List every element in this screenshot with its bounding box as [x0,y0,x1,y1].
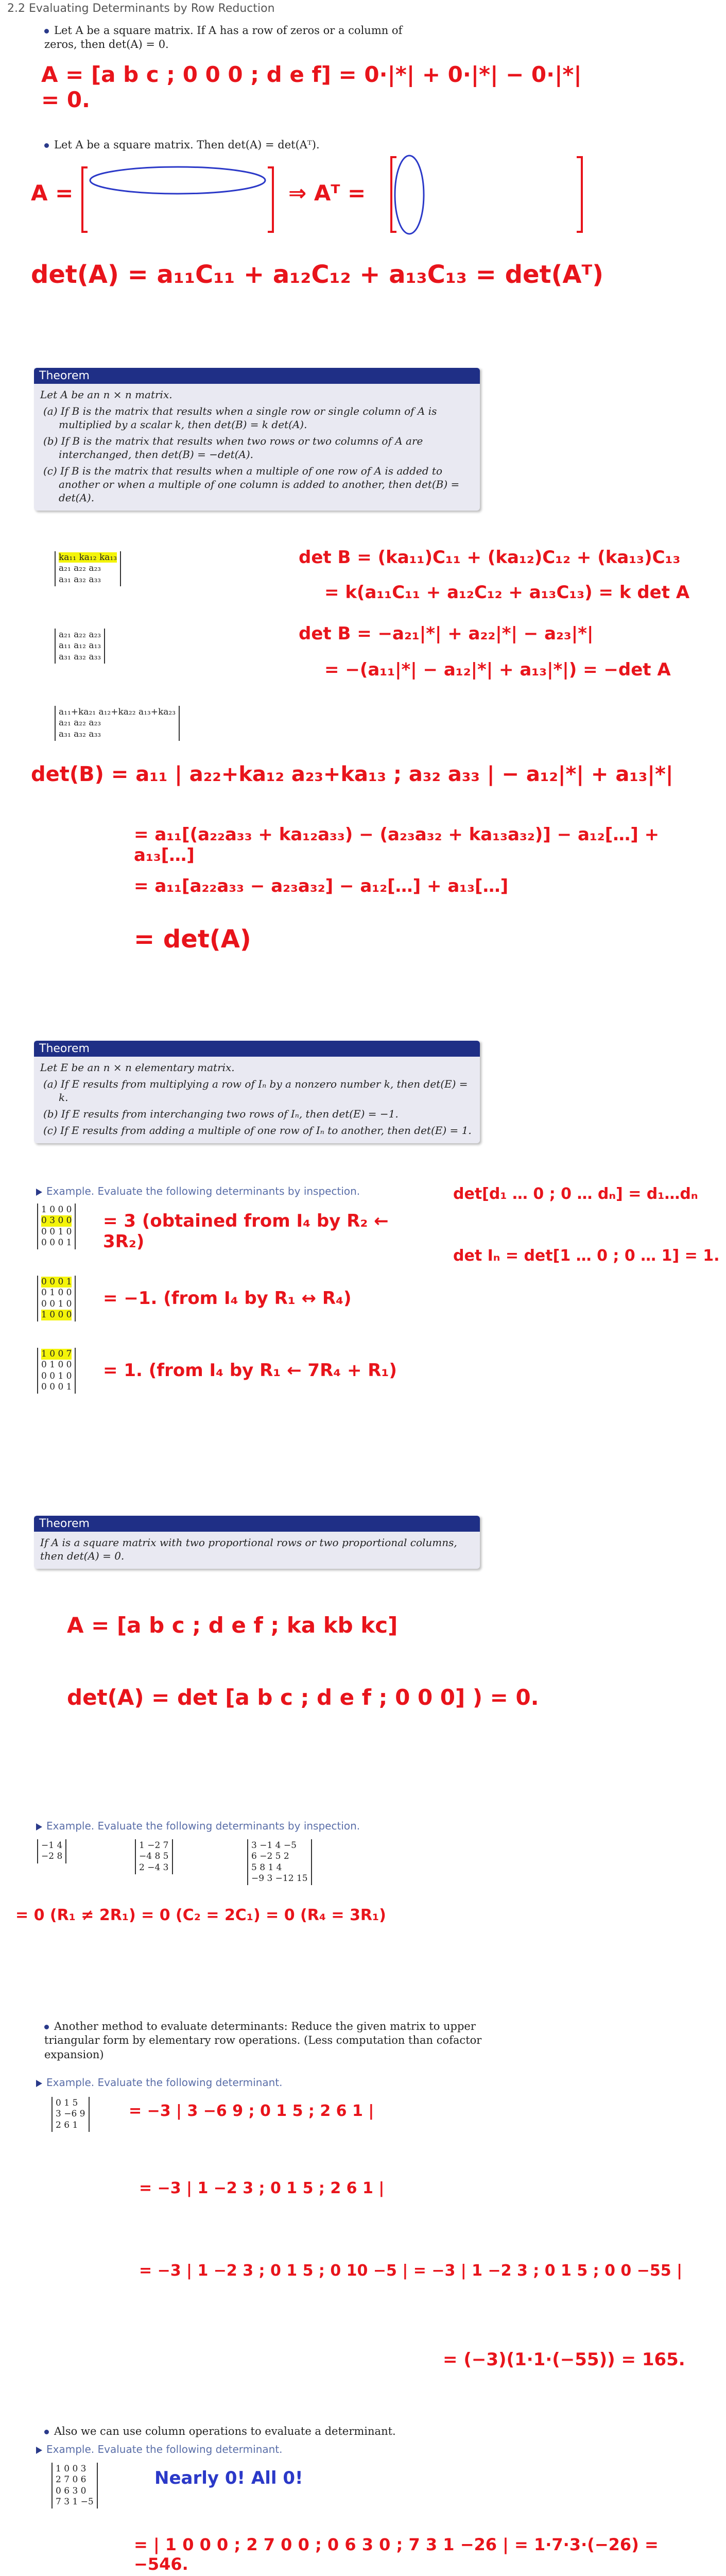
handwriting-row-added-result: = det(A) [134,925,251,954]
theorem-1-box [34,368,480,511]
handwriting-scaled-row: det B = (ka₁₁)C₁₁ + (ka₁₂)C₁₂ + (ka₁₃)C₁₃ [299,547,681,568]
handwriting-proportional-results: = 0 (R₁ ≠ 2R₁) = 0 (C₂ = 2C₁) = 0 (R₄ = 3R₁) [15,1906,386,1924]
theorem-intro: Let A be an n × n matrix. [40,388,172,401]
example-text: Example. Evaluate the following determinant. [46,2076,283,2089]
matrix-e3: 1 0 0 7 0 1 0 0 0 0 1 0 0 0 0 1 [37,1348,76,1394]
handwriting-proportional-a: A = [a b c ; d e f ; ka kb kc] [67,1613,398,1638]
bullet-icon [44,143,49,148]
theorem-title: Theorem [34,368,480,384]
bullet-text: Also we can use column operations to evaluate a determinant. [54,2425,396,2437]
bullet-icon [44,29,49,33]
bullet-icon [44,2430,49,2434]
handwriting-c-result: = | 1 0 0 0 ; 2 7 0 0 ; 0 6 3 0 ; 7 3 1 −26 | = 1·7·3·(−26) = −546. [134,2535,659,2574]
matrix-row-added: a₁₁+ka₂₁ a₁₂+ka₂₂ a₁₃+ka₂₃ a₂₁ a₂₂ a₂₃ a₃₁ a₃₂ a₃₃ [55,706,180,741]
bullet-text: Another method to evaluate determinants: Reduce the given matrix to upper triangular form by elementary row operations. (Less computation than cofactor expansion) [44,2020,482,2061]
example-text: Example. Evaluate the following determinants by inspection. [46,1820,360,1832]
triangle-bullet-icon [36,2447,42,2454]
handwriting-swapped-rows: det B = −a₂₁|*| + a₂₂|*| − a₂₃|*| [299,623,594,644]
handwriting-e1: = 3 (obtained from I₄ by R₂ ← 3R₂) [103,1211,389,1252]
matrix-a-sketch [82,165,278,237]
triangle-bullet-icon [36,1823,42,1831]
bullet-text: Let A be a square matrix. Then det(A) = det(Aᵀ). [54,139,320,151]
theorem-title: Theorem [34,1516,480,1532]
handwriting-t-step2: = −3 | 1 −2 3 ; 0 1 5 ; 2 6 1 | [139,2179,385,2197]
matrix-p3: 3 −1 4 −5 6 −2 5 2 5 8 1 4 −9 3 −12 15 [247,1839,312,1885]
example-text: Example. Evaluate the following determinant. [46,2443,283,2455]
theorem-item: (c) If E results from adding a multiple of one row of Iₙ to another, then det(E) = 1. [43,1124,472,1137]
theorem-2-box [34,1041,480,1143]
handwriting-swapped-rows-result: = −(a₁₁|*| − a₁₂|*| + a₁₃|*|) = −det A [324,659,671,680]
handwriting-t-result: = (−3)(1·1·(−55)) = 165. [443,2349,685,2370]
bullet-icon [44,2025,49,2029]
matrix-e1: 1 0 0 0 0 3 0 0 0 0 1 0 0 0 0 1 [37,1204,76,1249]
handwriting-det-transpose: det(A) = a₁₁C₁₁ + a₁₂C₁₂ + a₁₃C₁₃ = det(Aᵀ) [31,260,604,289]
triangle-bullet-icon [36,2080,42,2087]
handwriting-t-step3: = −3 | 1 −2 3 ; 0 1 5 ; 0 10 −5 | = −3 | 1 −2 3 ; 0 1 5 ; 0 0 −55 | [139,2262,683,2280]
example-label [36,1820,448,1832]
theorem-intro: Let E be an n × n elementary matrix. [40,1061,235,1074]
matrix-c1: 1 0 0 3 2 7 0 6 0 6 3 0 7 3 1 −5 [51,2463,98,2509]
handwriting-identity-det: det Iₙ = det[1 … 0 ; 0 … 1] = 1. [453,1247,720,1265]
theorem-item: (b) If E results from interchanging two rows of Iₙ, then det(E) = −1. [43,1108,399,1120]
handwriting-zero-row-det: A = [a b c ; 0 0 0 ; d e f] = 0·|*| + 0·|*| − 0·|*| = 0. [41,62,582,112]
bullet-column-ops [44,2425,508,2438]
bullet-triangular [44,2020,508,2062]
handwriting-diag-det: det[d₁ … 0 ; 0 … dₙ] = d₁…dₙ [453,1185,698,1203]
handwriting-row-added-step: = a₁₁[(a₂₂a₃₃ + ka₁₂a₃₃) − (a₂₃a₃₂ + ka₁₃a₃₂)] − a₁₂[…] + a₁₃[…] [134,824,660,866]
matrix-swapped-rows: a₂₁ a₂₂ a₂₃ a₁₁ a₁₂ a₁₃ a₃₁ a₃₂ a₃₃ [55,629,105,664]
handwriting-t-step1: = −3 | 3 −6 9 ; 0 1 5 ; 2 6 1 | [129,2102,374,2120]
theorem-item: (c) If B is the matrix that results when a multiple of one row of A is added to another or when a multiple of one column is added to another, then det(B) = det(A). [43,465,460,504]
bullet-transpose [44,138,508,152]
theorem-item: (a) If E results from multiplying a row of Iₙ by a nonzero number k, then det(E) = k. [43,1078,468,1104]
handwriting-e2: = −1. (from I₄ by R₁ ↔ R₄) [103,1288,352,1309]
theorem-item: (b) If B is the matrix that results when two rows or two columns of A are interchanged, then det(B) = −det(A). [43,435,423,461]
handwriting-scaled-row-result: = k(a₁₁C₁₁ + a₁₂C₁₂ + a₁₃C₁₃) = k det A [324,582,690,603]
example-label [36,1185,448,1197]
theorem-item: (a) If B is the matrix that results when a single row or single column of A is multiplied by a scalar k, then det(B) = k det(A). [43,405,437,431]
example-text: Example. Evaluate the following determinants by inspection. [46,1185,360,1197]
bullet-zero-row [44,24,436,52]
handwriting-row-added-step2: = a₁₁[a₂₂a₃₃ − a₂₃a₃₂] − a₁₂[…] + a₁₃[…] [134,876,509,896]
matrix-t1: 0 1 5 3 −6 9 2 6 1 [51,2097,90,2132]
handwriting-row-added-expand: det(B) = a₁₁ | a₂₂+ka₁₂ a₂₃+ka₁₃ ; a₃₂ a₃₃ | − a₁₂|*| + a₁₃|*| [31,762,673,786]
theorem-title: Theorem [34,1041,480,1057]
matrix-at-sketch [391,155,587,237]
theorem-intro: If A is a square matrix with two proportional rows or two proportional columns, then det(A) = 0. [40,1536,457,1562]
matrix-scaled-row: ka₁₁ ka₁₂ ka₁₃ a₂₁ a₂₂ a₂₃ a₃₁ a₃₂ a₃₃ [55,551,121,586]
triangle-bullet-icon [36,1189,42,1196]
theorem-3-box [34,1516,480,1569]
handwriting-nearly-zero: Nearly 0! All 0! [154,2468,303,2488]
handwriting-proportional-det: det(A) = det [a b c ; d e f ; 0 0 0] ) = 0. [67,1685,539,1710]
matrix-p1: −1 4 −2 8 [37,1839,66,1863]
matrix-p2: 1 −2 7 −4 8 5 2 −4 3 [135,1839,173,1874]
page-header: 2.2 Evaluating Determinants by Row Reduction [7,2,275,15]
example-label [36,2443,448,2455]
example-label [36,2076,448,2089]
matrix-e2: 0 0 0 1 0 1 0 0 0 0 1 0 1 0 0 0 [37,1276,76,1321]
bullet-text: Let A be a square matrix. If A has a row of zeros or a column of zeros, then det(A) = 0. [44,24,403,51]
handwriting-a-transpose: ⇒ Aᵀ = [288,180,366,206]
handwriting-e3: = 1. (from I₄ by R₁ ← 7R₄ + R₁) [103,1360,397,1381]
handwriting-a-equals: A = [31,180,74,206]
